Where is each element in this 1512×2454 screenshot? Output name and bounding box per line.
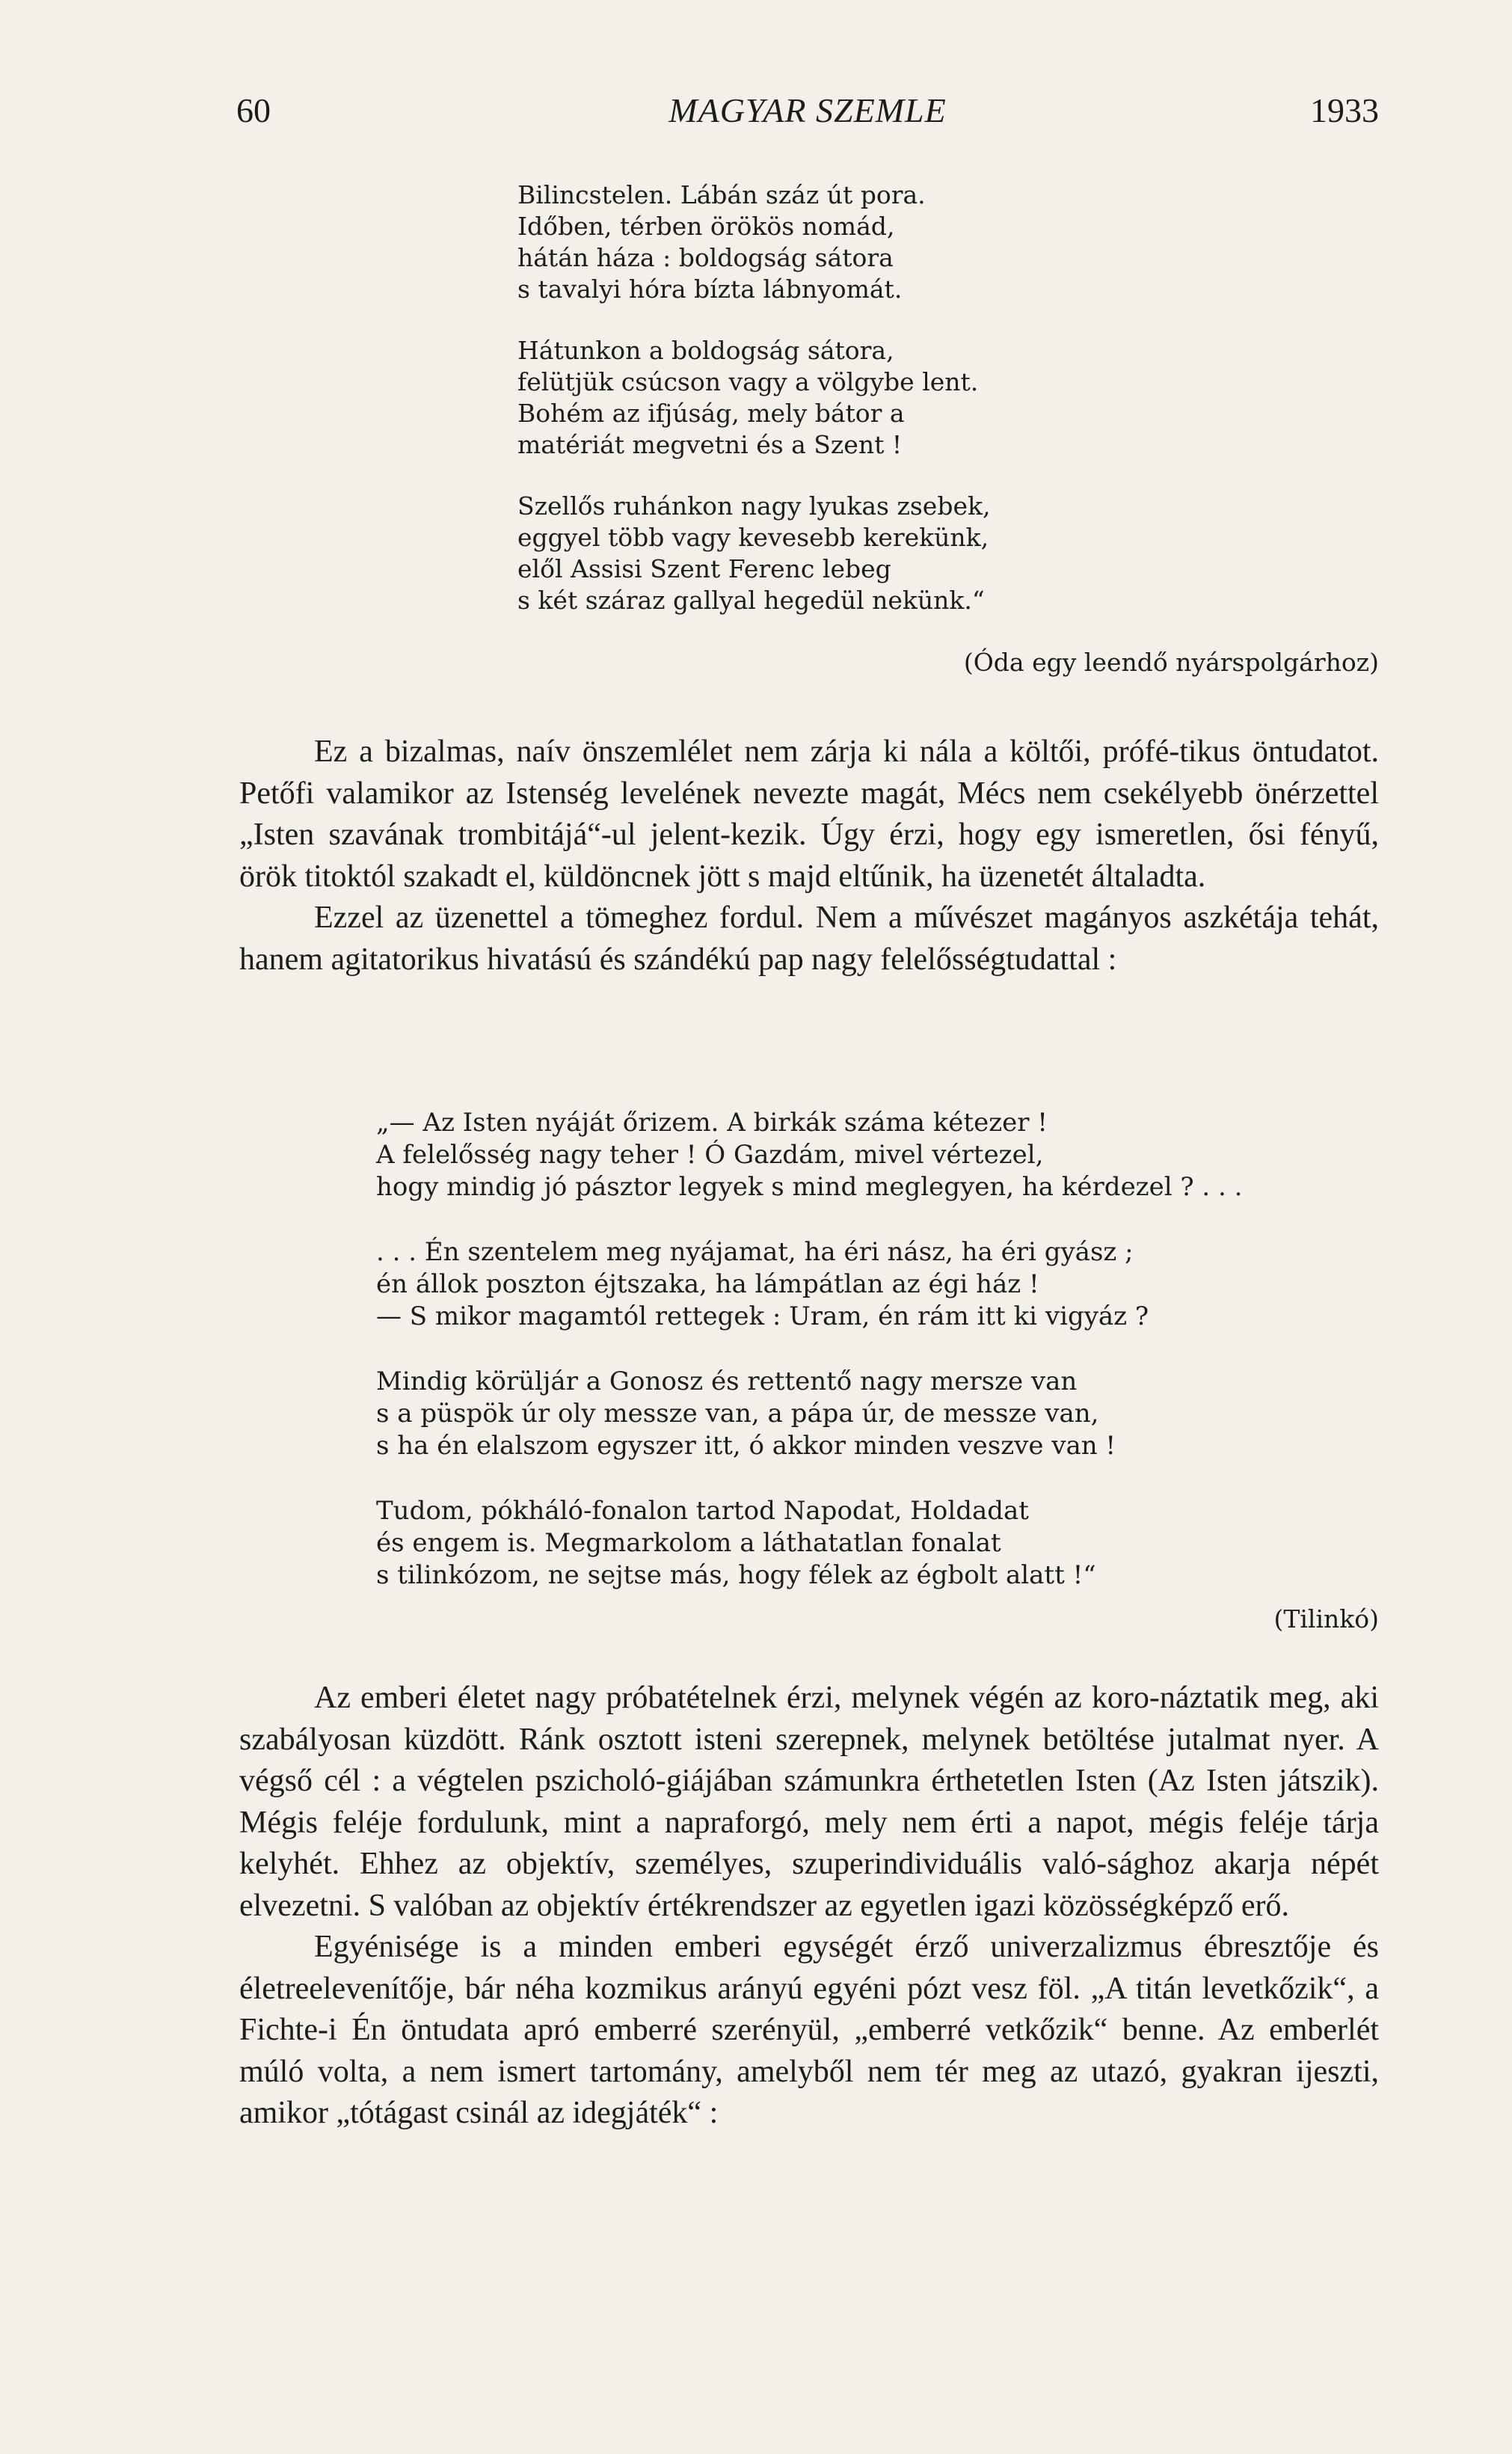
poem-line: s ha én elalszom egyszer itt, ó akkor minden veszve van ! [376, 1431, 1116, 1461]
poem-stanza [517, 491, 990, 616]
poem-quotation-tilinko [376, 1107, 1242, 1592]
poem-stanza [376, 1366, 1242, 1462]
body-paragraph: Ez a bizalmas, naív önszemlélet nem zárja ki nála a költői, prófé-tikus öntudatot. Petőfi valamikor az Istenség levelének nevezte magát, Mécs nem csekélyebb önérzettel „Isten szavának trombitájá“-ul jelent-kezik. Úgy érzi, hogy egy ismeretlen, ősi fényű, örök titoktól szakadt el, küldöncnek jött s majd eltűnik, ha üzenetét általadta. [239, 734, 1379, 894]
poem-line: Bohém az ifjúság, mely bátor a [517, 399, 905, 428]
poem-line: Időben, térben örökös nomád, [517, 212, 895, 241]
poem-line: s a püspök úr oly messze van, a pápa úr, de messze van, [376, 1399, 1099, 1429]
body-text-section [239, 731, 1379, 981]
poem-line: elől Assisi Szent Ferenc lebeg [517, 554, 891, 583]
poem-line: „— Az Isten nyáját őrizem. A birkák száma kétezer ! [376, 1108, 1048, 1138]
poem-line: s tavalyi hóra bízta lábnyomát. [517, 274, 903, 304]
publication-year: 1933 [1310, 91, 1379, 129]
running-header [236, 88, 1379, 141]
poem-line: matériát megvetni és a Szent ! [517, 430, 903, 459]
poem-attribution: (Tilinkó) [1273, 1604, 1379, 1634]
poem-line: Bilincstelen. Lábán száz út pora. [517, 180, 926, 209]
poem-line: Tudom, pókháló-fonalon tartod Napodat, Holdadat [376, 1496, 1029, 1526]
poem-line: hogy mindig jó pásztor legyek s mind meglegyen, ha kérdezel ? . . . [376, 1172, 1243, 1202]
poem-stanza [376, 1107, 1242, 1203]
poem-line: s tilinkózom, ne sejtse más, hogy félek az égbolt alatt !“ [376, 1560, 1096, 1590]
poem-line: Hátunkon a boldogság sátora, [517, 336, 894, 365]
poem-stanza [517, 335, 990, 461]
poem-quotation-oda [517, 180, 990, 616]
poem-line: — S mikor magamtól rettegek : Uram, én rám itt ki vigyáz ? [376, 1301, 1149, 1331]
poem-line: eggyel több vagy kevesebb kerekünk, [517, 523, 989, 552]
journal-title: MAGYAR SZEMLE [669, 91, 947, 129]
poem-stanza [376, 1495, 1242, 1592]
page-number: 60 [236, 91, 271, 129]
poem-stanza [376, 1236, 1242, 1333]
body-paragraph: Egyénisége is a minden emberi egységét érző univerzalizmus ébresztője és életreelevenítője, bár néha kozmikus arányú egyéni pózt vesz föl. „A titán levetkőzik“, a Fichte-i Én öntudata apró emberré szerényül, „emberré vetkőzik“ benne. Az emberlét múló volta, a nem ismert tartomány, amelyből nem tér meg az utazó, gyakran ijeszti, amikor „tótágast csinál az idegjáték“ : [239, 1930, 1379, 2130]
poem-line: felütjük csúcson vagy a völgybe lent. [517, 367, 979, 396]
body-paragraph: Az emberi életet nagy próbatételnek érzi, melynek végén az koro-náztatik meg, aki szabályosan küzdött. Ránk osztott isteni szerepnek, melynek betöltése jutalmat nyer. A végső cél : a végtelen pszicholó-giájában számunkra érthetetlen Isten (Az Isten játszik). Mégis feléje fordulunk, mint a napraforgó, mely nem érti a napot, mégis feléje tárja kelyhét. Ehhez az objektív, személyes, szuperindividuális való-sághoz akarja népét elvezetni. S valóban az objektív értékrendszer az egyetlen igazi közösségképző erő. [239, 1681, 1379, 1923]
poem-line: . . . Én szentelem meg nyájamat, ha éri nász, ha éri gyász ; [376, 1237, 1134, 1267]
body-paragraph: Ezzel az üzenettel a tömeghez fordul. Nem a művészet magányos aszkétája tehát, hanem agitatorikus hivatású és szándékú pap nagy felelősségtudattal : [239, 901, 1379, 977]
poem-line: s két száraz gallyal hegedül nekünk.“ [517, 586, 985, 615]
poem-line: Mindig körüljár a Gonosz és rettentő nagy mersze van [376, 1366, 1078, 1396]
poem-line: én állok poszton éjtszaka, ha lámpátlan az égi ház ! [376, 1269, 1039, 1299]
poem-attribution: (Óda egy leendő nyárspolgárhoz) [963, 648, 1379, 677]
poem-line: A felelősség nagy teher ! Ó Gazdám, mivel vértezel, [376, 1140, 1044, 1170]
poem-line: hátán háza : boldogság sátora [517, 243, 894, 272]
poem-line: és engem is. Megmarkolom a láthatatlan fonalat [376, 1528, 1001, 1558]
poem-stanza [517, 180, 990, 305]
body-text-section [239, 1678, 1379, 2135]
poem-line: Szellős ruhánkon nagy lyukas zsebek, [517, 491, 991, 521]
